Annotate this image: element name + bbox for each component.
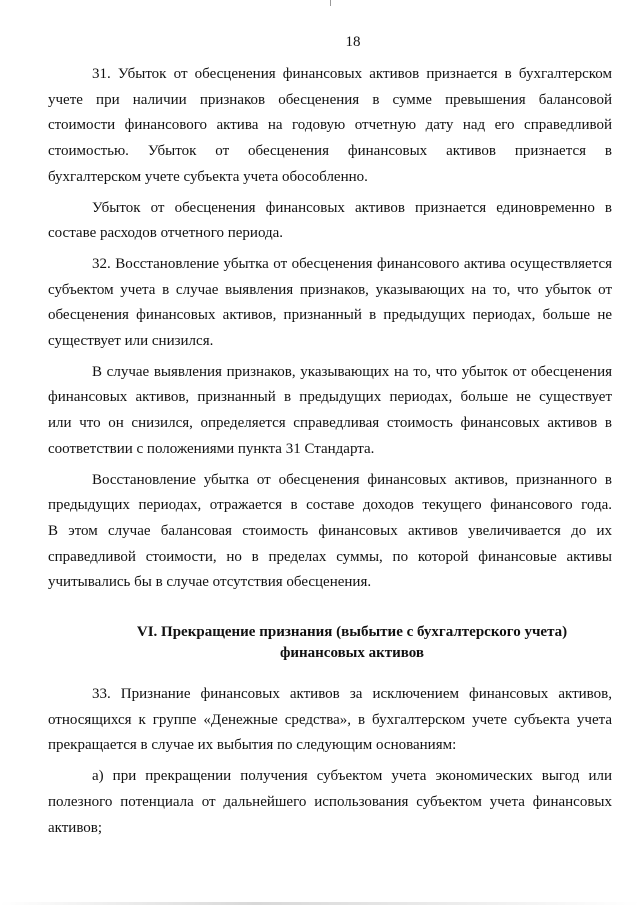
section-heading-line-1: VI. Прекращение признания (выбытие с бухгалтерского учета) bbox=[136, 624, 568, 641]
document-body bbox=[48, 62, 612, 846]
paragraph-line: Восстановление убытка от обесценения финансовых активов, признанного в bbox=[92, 471, 612, 488]
paragraph bbox=[48, 360, 612, 463]
paragraph-line: бухгалтерском учете субъекта учета обособленно. bbox=[48, 168, 368, 185]
paragraph-line: существует или снизился. bbox=[48, 333, 214, 350]
paragraph-line: учитывались бы в случае отсутствия обесценения. bbox=[48, 574, 372, 591]
paragraph-line: прекращается в случае их выбытия по следующим основаниям: bbox=[48, 737, 457, 754]
paragraph-line: стоимостью. Убыток от обесценения финансовых активов признается в bbox=[48, 143, 612, 160]
page-number: 18 bbox=[345, 34, 361, 50]
paragraph-line: активов; bbox=[48, 819, 103, 836]
paragraph bbox=[48, 682, 612, 759]
scan-artifact bbox=[330, 0, 331, 6]
paragraph-line: Убыток от обесценения финансовых активов признается единовременно в bbox=[92, 199, 612, 216]
paragraph-line: или что он снизился, определяется справедливая стоимость финансовых активов в bbox=[48, 415, 612, 432]
paragraph-line: стоимости финансового актива на годовую отчетную дату над его справедливой bbox=[48, 117, 612, 134]
paragraph-line: а) при прекращении получения субъектом учета экономических выгод или bbox=[92, 768, 612, 785]
paragraph-line: В случае выявления признаков, указывающих на то, что убыток от обесценения bbox=[92, 363, 612, 380]
paragraph-line: относящихся к группе «Денежные средства», в бухгалтерском учете субъекта учета bbox=[48, 711, 612, 728]
paragraphs-after-heading bbox=[48, 682, 612, 841]
paragraphs-before-heading bbox=[48, 62, 612, 596]
paragraph-line: учете при наличии признаков обесценения в сумме превышения балансовой bbox=[48, 91, 612, 108]
paragraph-line: В этом случае балансовая стоимость финансовых активов увеличивается до их bbox=[48, 522, 612, 539]
paragraph-line: справедливой стоимости, но в пределах суммы, по которой финансовые активы bbox=[48, 548, 612, 565]
paragraph-line: составе расходов отчетного периода. bbox=[48, 225, 284, 242]
paragraph-line: обесценения финансовых активов, признанный в предыдущих периодах, больше не bbox=[48, 307, 612, 324]
paragraph-line: 31. Убыток от обесценения финансовых активов признается в бухгалтерском bbox=[92, 66, 612, 82]
paragraph-line: полезного потенциала от дальнейшего использования субъектом учета финансовых bbox=[48, 793, 612, 810]
paragraph-line: 32. Восстановление убытка от обесценения финансового актива осуществляется bbox=[92, 255, 612, 272]
paragraph-line: финансовых активов, признанный в предыдущих периодах, больше не существует bbox=[48, 389, 612, 406]
section-heading-line-2: финансовых активов bbox=[279, 645, 425, 662]
paragraph-line: 33. Признание финансовых активов за исключением финансовых активов, bbox=[92, 686, 612, 703]
paragraph bbox=[48, 764, 612, 841]
paragraph-line: соответствии с положениями пункта 31 Стандарта. bbox=[48, 440, 375, 457]
paragraph-line: субъектом учета в случае выявления признаков, указывающих на то, что убыток от bbox=[48, 281, 612, 298]
paragraph bbox=[48, 196, 612, 247]
paragraph-line: предыдущих периодах, отражается в составе доходов текущего финансового года. bbox=[48, 497, 612, 514]
paragraph bbox=[48, 468, 612, 597]
paragraph bbox=[48, 252, 612, 355]
section-heading bbox=[92, 622, 612, 664]
paragraph bbox=[48, 62, 612, 191]
